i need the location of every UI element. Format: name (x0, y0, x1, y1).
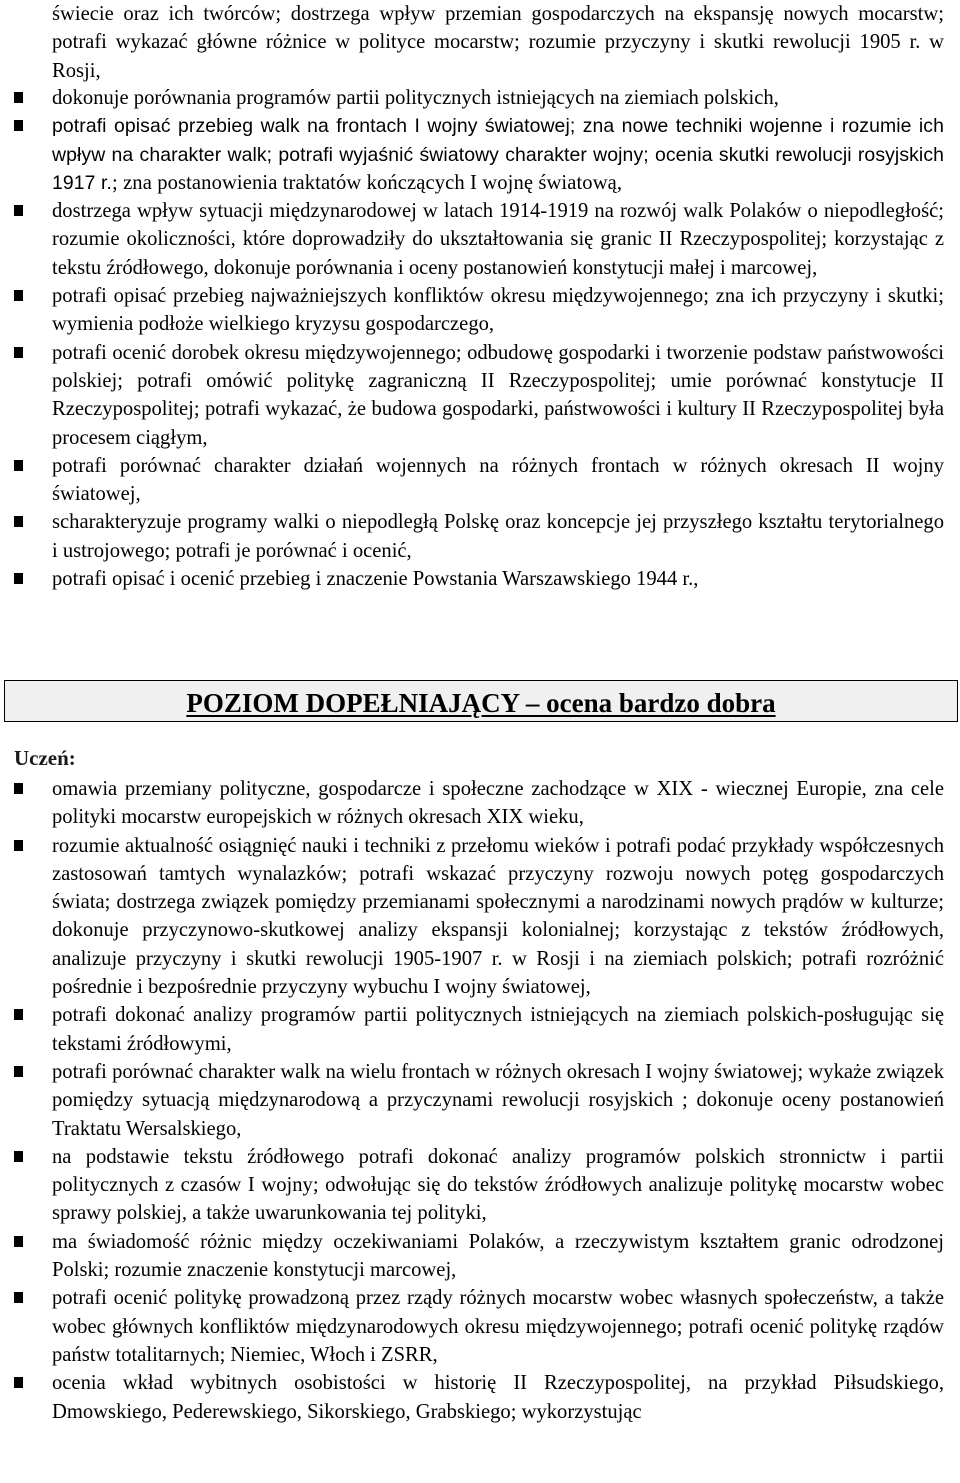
bullet-icon (14, 1377, 23, 1388)
item-text-tail: ; zna postanowienia traktatów kończących I wojnę światową, (112, 171, 623, 194)
list-item (0, 197, 960, 282)
requirements-list-basic (0, 84, 960, 593)
student-label: Uczeń: (14, 746, 76, 770)
item-text: potrafi ocenić dorobek okresu międzywojennego; odbudowę gospodarki i tworzenie podstaw państwowości polskiej; potrafi omówić politykę zagraniczną II Rzeczypospolitej; umie porównać konstytucje II Rzeczypospolitej; potrafi wykazać, że budowa gospodarki, państwowości i kultury II Rzeczypospolitej była procesem ciągłym, (52, 341, 944, 449)
list-item (0, 508, 960, 565)
bullet-icon (14, 92, 23, 103)
list-item (0, 339, 960, 452)
bullet-icon (14, 1066, 23, 1077)
item-text: dokonuje porównania programów partii politycznych istniejących na ziemiach polskich, (52, 87, 779, 109)
bullet-icon (14, 205, 23, 216)
list-item (0, 832, 960, 1002)
item-text: potrafi porównać charakter walk na wielu frontach w różnych okresach I wojny światowej; wykaże związek pomiędzy sytuacją międzynarodową a przyczynami rewolucji rosyjskich ; dokonuje oceny postanowień Traktatu Wersalskiego, (52, 1060, 944, 1140)
list-item (0, 775, 960, 832)
list-item (0, 1001, 960, 1058)
list-item (0, 1228, 960, 1285)
item-text: potrafi opisać przebieg najważniejszych konfliktów okresu międzywojennego; zna ich przyczyny i skutki; wymienia podłoże wielkiego kryzysu gospodarczego, (52, 285, 944, 336)
requirements-list-extended (0, 775, 960, 1426)
item-text: scharakteryzuje programy walki o niepodległą Polskę oraz koncepcje jej przyszłego kształtu terytorialnego i ustrojowego; potrafi je porównać i ocenić, (52, 511, 944, 562)
item-text: omawia przemiany polityczne, gospodarcze i społeczne zachodzące w XIX - wiecznej Europie, zna cele polityki mocarstw europejskich w różnych okresach XIX wieku, (52, 778, 944, 829)
bullet-icon (14, 1151, 23, 1162)
bullet-icon (14, 1009, 23, 1020)
item-text: na podstawie tekstu źródłowego potrafi dokonać analizy programów polskich stronnictw i partii politycznych z czasów I wojny; odwołując się do tekstów źródłowych analizuje politykę mocarstw wobec sprawy polskiej, a także uwarunkowania tej polityki, (52, 1145, 944, 1225)
item-text: ocenia wkład wybitnych osobistości w historię II Rzeczypospolitej, na przykład Piłsudskiego, Dmowskiego, Pederewskiego, Sikorskiego, Grabskiego; wykorzystując (52, 1372, 944, 1423)
list-item (0, 1058, 960, 1143)
list-item (0, 1284, 960, 1369)
item-text: potrafi opisać i ocenić przebieg i znaczenie Powstania Warszawskiego 1944 r., (52, 568, 699, 591)
list-item (0, 84, 960, 112)
level-header-box (4, 680, 958, 722)
bullet-icon (14, 840, 23, 851)
list-item (0, 282, 960, 339)
level-title: POZIOM DOPEŁNIAJĄCY – ocena bardzo dobra (186, 687, 776, 718)
item-text: dostrzega wpływ sytuacji międzynarodowej w latach 1914-1919 na rozwój walk Polaków o niepodległość; rozumie okoliczności, które doprowadziły do ukształtowania się granic II Rzeczypospolitej; korzystając z tekstu źródłowego, dokonuje porównania i oceny postanowień konstytucji małej i marcowej, (52, 200, 944, 279)
intro-paragraph: świecie oraz ich twórców; dostrzega wpływ przemian gospodarczych na ekspansję nowych mocarstw; potrafi wykazać główne różnice w polityce mocarstw; rozumie przyczyny i skutki rewolucji 1905 r. w Rosji, (52, 3, 944, 82)
bullet-icon (14, 347, 23, 358)
item-text: potrafi opisać przebieg walk na frontach I wojny światowej; zna nowe techniki wojenne i rozumie ich wpływ na charakter walk; potrafi wyjaśnić światowy charakter wojny; ocenia skutki rewolucji rosyjskich 1917 r. (52, 115, 944, 194)
item-text: rozumie aktualność osiągnięć nauki i techniki z przełomu wieków i potrafi podać przykłady współczesnych zastosowań tamtych wynalazków; potrafi wskazać przyczyny rozwoju nowych potęg gospodarczych świata; dostrzega związek pomiędzy przemianami społecznymi a narodzinami nowych prądów w kulturze; dokonuje przyczynowo-skutkowej analizy ekspansji kolonialnej; korzystając z tekstów źródłowych, analizuje przyczyny i skutki rewolucji 1905-1907 r. w Rosji i na ziemiach polskich; potrafi rozróżnić pośrednie i bezpośrednie przyczyny wybuchu I wojny światowej, (52, 834, 944, 999)
list-item (0, 112, 960, 197)
bullet-icon (14, 290, 23, 301)
item-text: potrafi porównać charakter działań wojennych na różnych frontach w różnych okresach II wojny światowej, (52, 454, 944, 506)
bullet-icon (14, 1236, 23, 1247)
bullet-icon (14, 783, 23, 794)
list-item (0, 452, 960, 509)
bullet-icon (14, 120, 23, 131)
bullet-icon (14, 1292, 23, 1303)
list-item (0, 565, 960, 593)
list-item (0, 1143, 960, 1228)
list-item (0, 1369, 960, 1426)
bullet-icon (14, 573, 23, 584)
bullet-icon (14, 516, 23, 527)
item-text: potrafi dokonać analizy programów partii politycznych istniejących na ziemiach polskich-posługując się tekstami źródłowymi, (52, 1004, 944, 1055)
bullet-icon (14, 460, 23, 471)
item-text: ma świadomość różnic między oczekiwaniami Polaków, a rzeczywistym kształtem granic odrodzonej Polski; rozumie znaczenie konstytucji marcowej, (52, 1230, 944, 1282)
item-text: potrafi ocenić politykę prowadzoną przez rządy różnych mocarstw wobec własnych społeczeństw, a także wobec głównych konfliktów międzynarodowych okresu międzywojennego; potrafi ocenić politykę rządów państw totalitarnych; Niemiec, Włoch i ZSRR, (52, 1287, 944, 1366)
